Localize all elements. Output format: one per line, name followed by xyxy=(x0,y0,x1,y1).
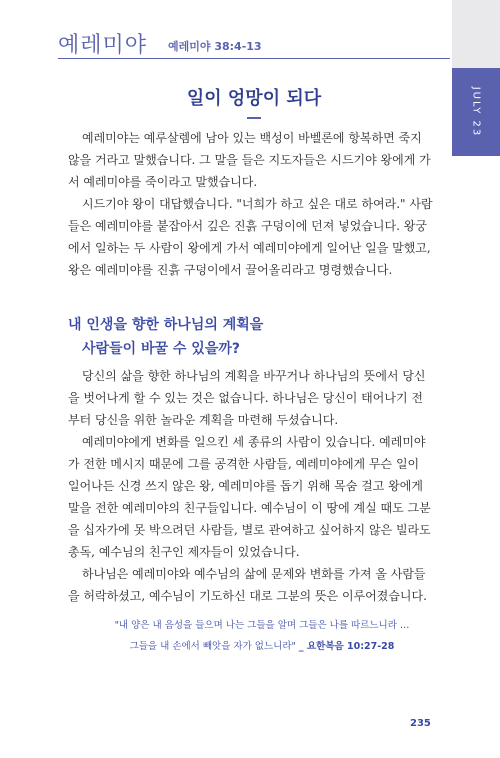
reflection-paragraph-1 xyxy=(68,365,446,431)
text-line: 말을 전한 예레미야의 친구들입니다. 예수님이 이 땅에 계실 때도 그분 xyxy=(68,501,431,515)
story-paragraph-2 xyxy=(68,193,446,281)
verse-text: 그들을 내 손에서 빼앗을 자가 없느니라" xyxy=(129,641,296,652)
text-line: 을 허락하셨고, 예수님이 기도하신 대로 그분의 뜻은 이루어졌습니다. xyxy=(68,589,427,603)
date-tab xyxy=(452,68,500,156)
date-tab-label: JULY 23 xyxy=(470,86,482,138)
text-line: 당신의 삶을 향한 하나님의 계획을 바꾸거나 하나님의 뜻에서 당신 xyxy=(82,369,426,383)
text-line: 을 십자가에 못 박으려던 사람들, 별로 관여하고 싶어하지 않은 빌라도 xyxy=(68,523,431,537)
text-line: 서 예레미야를 죽이라고 말했습니다. xyxy=(68,175,258,189)
header-rule xyxy=(58,58,450,59)
text-line: 가 전한 메시지 때문에 그를 공격한 사람들, 예레미야에게 무슨 일이 xyxy=(68,457,420,471)
text-line: 부터 당신을 위한 놀라운 계획을 마련해 두셨습니다. xyxy=(68,413,339,427)
verse-line-2 xyxy=(82,638,442,652)
text-line: 총독, 예수님의 친구인 제자들이 있었습니다. xyxy=(68,545,300,559)
text-line: 들은 예레미야를 붙잡아서 깊은 진흙 구덩이에 던져 넣었습니다. 왕궁 xyxy=(68,219,427,233)
side-band xyxy=(452,0,500,68)
story-paragraph-1 xyxy=(68,127,446,193)
question-line: 사람들이 바꿀 수 있을까? xyxy=(82,341,240,357)
text-line: 않을 거라고 말했습니다. 그 말을 들은 지도자들은 시드기야 왕에게 가 xyxy=(68,153,431,167)
scripture-reference: 예레미야 38:4-13 xyxy=(168,40,262,53)
book-title: 예레미야 xyxy=(58,33,148,58)
reflection-paragraph-3 xyxy=(68,563,446,607)
page-number: 235 xyxy=(410,718,431,729)
verse-reference: _ 요한복음 10:27-28 xyxy=(298,641,395,652)
text-line: 일어나든 신경 쓰지 않은 왕, 예레미야를 돕기 위해 목숨 걸고 왕에게 xyxy=(68,479,423,493)
reflection-question xyxy=(68,313,388,361)
text-line: 예레미야는 예루살렘에 남아 있는 백성이 바벨론에 항복하면 죽지 xyxy=(82,131,422,145)
verse-line-1: "내 양은 내 음성을 들으며 나는 그들을 알며 그들은 나를 따르느니라 … xyxy=(114,620,410,631)
story-title: 일이 엉망이 되다 xyxy=(186,88,322,109)
reflection-paragraph-2 xyxy=(68,431,446,563)
text-line: 을 벗어나게 할 수 있는 것은 없습니다. 하나님은 당신이 태어나기 전 xyxy=(68,391,423,405)
text-line: 시드기야 왕이 대답했습니다. "너희가 하고 싶은 대로 하여라." 사람 xyxy=(82,197,433,211)
text-line: 왕은 예레미야를 진흙 구덩이에서 끌어올리라고 명령했습니다. xyxy=(68,263,393,277)
text-line: 에서 일하는 두 사람이 왕에게 가서 예레미야에게 일어난 일을 말했고, xyxy=(68,241,431,255)
title-dash xyxy=(247,117,261,119)
text-line: 예레미야에게 변화를 일으킨 세 종류의 사람이 있습니다. 예레미야 xyxy=(82,435,426,449)
text-line: 하나님은 예레미야와 예수님의 삶에 문제와 변화를 가져 올 사람들 xyxy=(82,567,426,581)
question-line: 내 인생을 향한 하나님의 계획을 xyxy=(68,317,264,333)
